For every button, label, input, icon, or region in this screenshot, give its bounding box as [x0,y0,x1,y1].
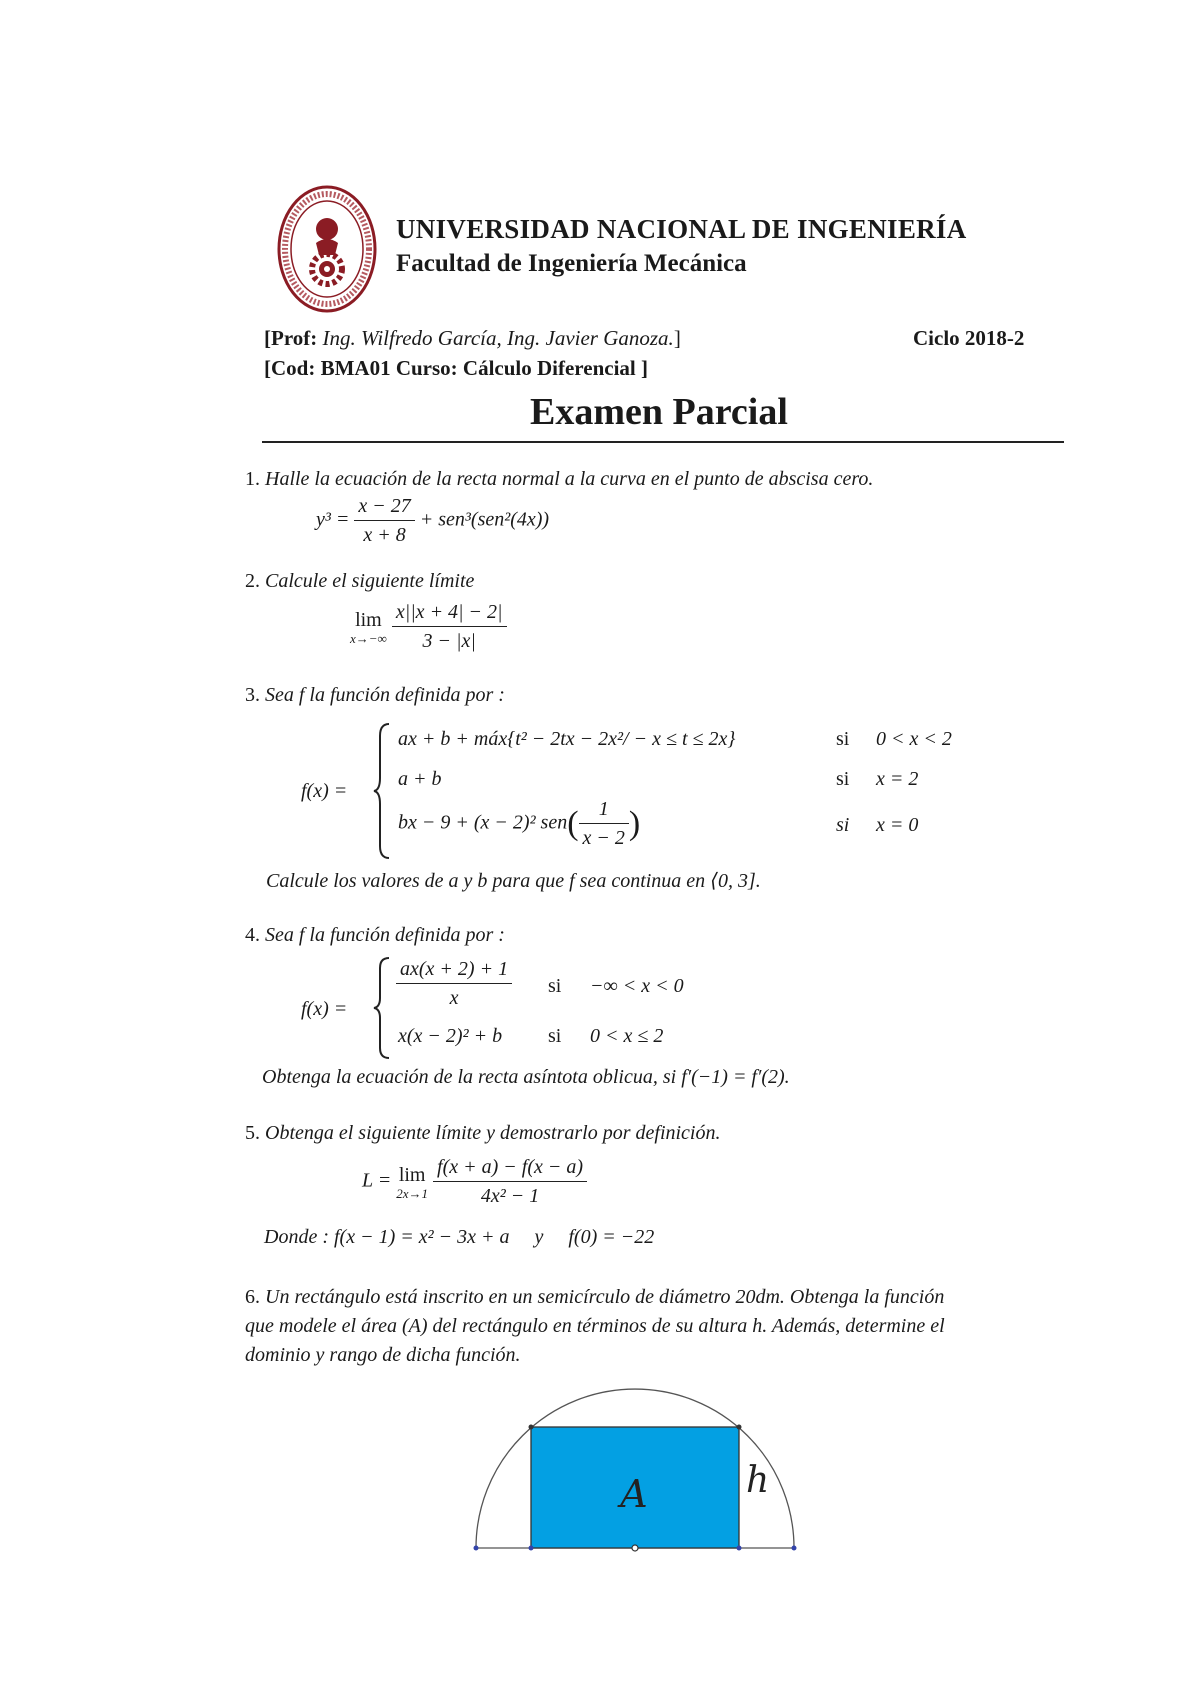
fraction-denominator: x [449,987,459,1009]
question-text: Calcule el siguiente límite [265,570,475,592]
question-5-formula [362,1156,587,1208]
left-brace-icon [372,722,392,860]
case-1-si: si [836,728,850,750]
question-6-line-1 [245,1286,944,1309]
formula-fraction [392,601,507,653]
question-5-where: Donde : f(x − 1) = x² − 3x + a y f(0) = −22 [264,1226,655,1248]
rect-corner-point [737,1546,742,1551]
formula-fraction [579,798,629,850]
question-1 [245,468,873,491]
fraction-numerator: x||x + 4| − 2| [392,601,507,627]
question-number: 6. [245,1286,260,1308]
professors-line [264,326,681,351]
q4-case-1-si: si [548,975,562,997]
course-line: [Cod: BMA01 Curso: Cálculo Diferencial ] [264,356,648,380]
rect-corner-point [737,1425,742,1430]
q4-case-2-condition: 0 < x ≤ 2 [590,1025,664,1047]
diameter-right-point [792,1546,797,1551]
question-5 [245,1122,721,1145]
fraction-denominator: 4x² − 1 [480,1185,540,1207]
close-paren-icon: ) [628,805,641,842]
question-text: Un rectángulo está inscrito en un semicírculo de diámetro 20dm. Obtenga la función [265,1286,945,1308]
question-3 [245,684,505,707]
fraction-numerator: x − 27 [354,495,414,521]
question-4-note: Obtenga la ecuación de la recta asíntota oblicua, si f′(−1) = f′(2). [262,1066,790,1088]
formula-rest: + sen³(sen²(4x)) [419,508,550,531]
q4-case-2-expr: x(x − 2)² + b [398,1025,503,1047]
prof-close: ] [673,326,681,350]
semicircle-rectangle-figure [460,1380,810,1560]
limit-operator [350,610,387,645]
left-brace-icon [372,956,392,1060]
case-2-expr: a + b [398,768,442,790]
case-3-si: si [836,814,850,836]
piecewise-lhs: f(x) = [301,780,348,802]
limit-operator [396,1165,428,1200]
case-1-condition: 0 < x < 2 [876,728,952,750]
limit-subscript: 2x→1 [396,1185,429,1201]
case-1-expr: ax + b + máx{t² − 2tx − 2x²/ − x ≤ t ≤ 2x} [398,728,736,750]
question-2 [245,570,474,593]
rect-corner-point [529,1546,534,1551]
fraction-numerator: ax(x + 2) + 1 [396,958,512,984]
cycle-label: Ciclo 2018-2 [913,326,1025,350]
question-number: 1. [245,468,260,490]
university-name: UNIVERSIDAD NACIONAL DE INGENIERÍA [396,214,967,244]
q4-case-2-si: si [548,1025,562,1047]
limit-word: lim [355,608,382,631]
fraction-denominator: 3 − |x| [422,630,476,652]
question-6-line-2: que modele el área (A) del rectángulo en términos de su altura h. Además, determine el [245,1315,945,1337]
fraction-numerator: f(x + a) − f(x − a) [433,1156,587,1182]
formula-lhs: y³ = [316,508,350,531]
case-2-condition: x = 2 [876,768,919,790]
exam-title: Examen Parcial [530,391,788,433]
formula-fraction [396,958,512,1010]
case-3-condition: x = 0 [876,814,919,836]
limit-subscript: x→−∞ [350,630,387,646]
q4-case-1-expr [396,958,512,1010]
rect-corner-point [529,1425,534,1430]
area-label: A [620,1472,648,1516]
formula-lhs: L = [362,1169,392,1192]
question-text: Obtenga el siguiente límite y demostrarlo por definición. [265,1122,721,1144]
q4-case-1-condition: −∞ < x < 0 [590,975,684,997]
case-3-prefix: bx − 9 + (x − 2)² sen [398,811,568,834]
diameter-left-point [474,1546,479,1551]
question-text: Sea f la función definida por : [265,684,505,706]
fraction-numerator: 1 [579,798,629,824]
university-seal-logo [277,185,377,313]
question-1-formula [316,495,549,547]
center-point [632,1545,638,1551]
title-divider [262,441,1064,443]
fraction-denominator: x + 8 [363,524,406,546]
case-3-expr [398,798,640,850]
height-label: h [746,1460,770,1501]
question-text: Halle la ecuación de la recta normal a la curva en el punto de abscisa cero. [265,468,874,490]
fraction-denominator: x − 2 [582,827,625,849]
question-2-formula [350,601,507,653]
question-6-line-3: dominio y rango de dicha función. [245,1344,521,1366]
prof-names: Ing. Wilfredo García, Ing. Javier Ganoza. [322,326,674,350]
question-number: 2. [245,570,260,592]
faculty-name: Facultad de Ingeniería Mecánica [396,250,747,277]
case-2-si: si [836,768,850,790]
question-4 [245,924,505,947]
question-number: 3. [245,684,260,706]
question-number: 4. [245,924,260,946]
limit-word: lim [398,1163,426,1186]
formula-fraction [433,1156,587,1208]
question-text: Sea f la función definida por : [265,924,505,946]
question-3-note: Calcule los valores de a y b para que f sea continua en ⟨0, 3]. [266,870,761,892]
open-paren-icon: ( [567,805,579,842]
question-number: 5. [245,1122,260,1144]
piecewise-lhs: f(x) = [301,998,348,1020]
formula-fraction [354,495,414,547]
prof-label: [Prof: [264,326,318,350]
